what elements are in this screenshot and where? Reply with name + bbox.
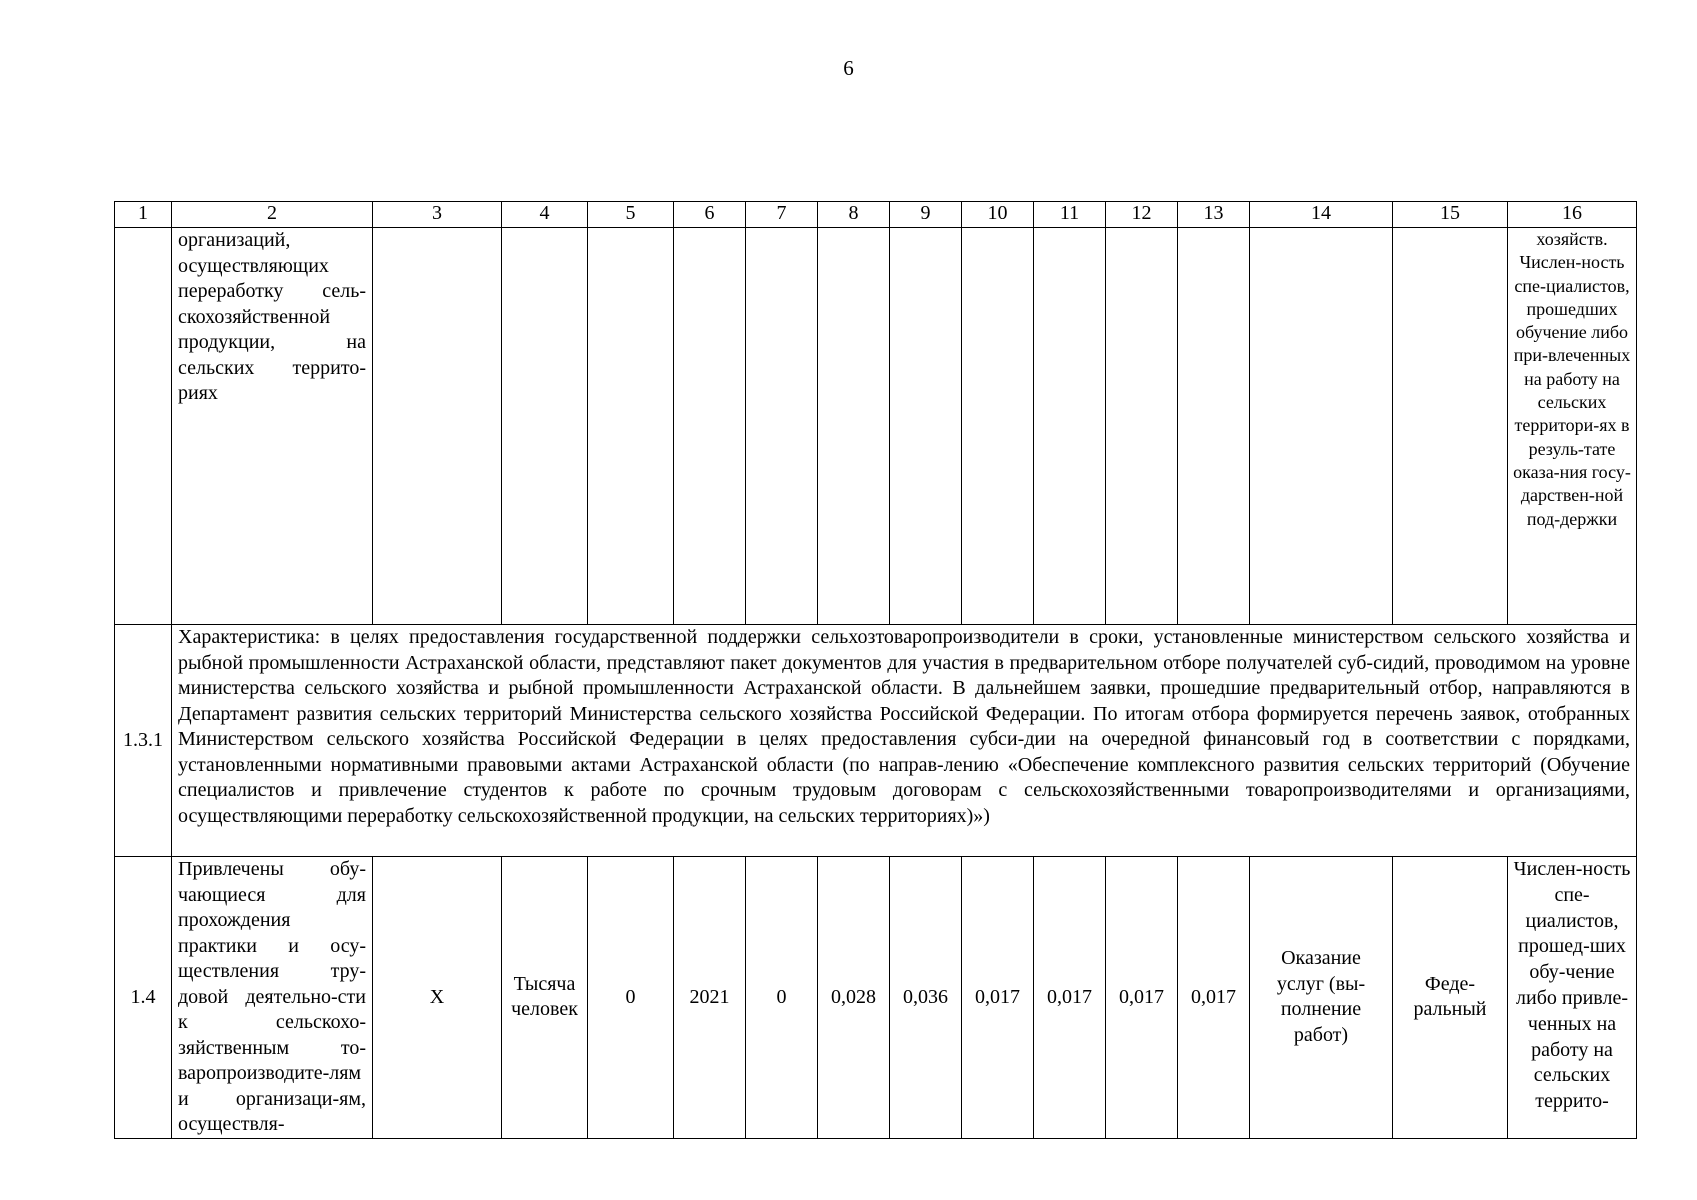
value-cell: 0,017: [1106, 857, 1178, 1139]
table-cell: [115, 228, 172, 625]
table-row: [115, 857, 1637, 1139]
column-number: 6: [674, 202, 746, 228]
column-number: 15: [1393, 202, 1508, 228]
table-cell: [502, 228, 588, 625]
table-cell: [962, 228, 1034, 625]
table-cell: [1393, 228, 1508, 625]
column-number: 9: [890, 202, 962, 228]
column-number: 2: [172, 202, 373, 228]
indicator-name-cell: Привлечены обу-чающиеся для прохождения практики и осу-ществления тру-довой деятельно-сти к сельскохо-зяйственным то-варопроизводите-лям и организаци-ям, осуществля-: [172, 857, 373, 1139]
table-cell: [1034, 228, 1106, 625]
column-number-row: [115, 202, 1637, 228]
table-cell: Х: [373, 857, 502, 1139]
column-number: 16: [1508, 202, 1637, 228]
row-number-cell: 1.3.1: [115, 625, 172, 857]
table-row: [115, 625, 1637, 857]
column-number: 8: [818, 202, 890, 228]
column-number: 5: [588, 202, 674, 228]
table-cell: [1250, 228, 1393, 625]
calculation-method-cell: Числен-ность спе-циалистов, прошед-ших обу-чение либо привле-ченных на работу на сельских террито-: [1508, 857, 1637, 1139]
unit-cell: Тысяча человек: [502, 857, 588, 1139]
table-cell: [674, 228, 746, 625]
indicators-table: [114, 201, 1637, 1139]
column-number: 10: [962, 202, 1034, 228]
year-cell: 2021: [674, 857, 746, 1139]
value-cell: 0,036: [890, 857, 962, 1139]
row-number-cell: 1.4: [115, 857, 172, 1139]
value-cell: 0,017: [962, 857, 1034, 1139]
value-cell: 0,028: [818, 857, 890, 1139]
table-row: [115, 228, 1637, 625]
type-cell: Оказание услуг (вы-полнение работ): [1250, 857, 1393, 1139]
table-cell: [588, 228, 674, 625]
table-cell: [1106, 228, 1178, 625]
column-number: 4: [502, 202, 588, 228]
page-number: 6: [843, 56, 854, 80]
value-cell: 0: [746, 857, 818, 1139]
column-number: 3: [373, 202, 502, 228]
indicator-name-cell: организаций, осуществляющих переработку сель-скохозяйственной продукции, на сельских террито-риях: [172, 228, 373, 625]
column-number: 1: [115, 202, 172, 228]
column-number: 11: [1034, 202, 1106, 228]
value-cell: 0: [588, 857, 674, 1139]
column-number: 13: [1178, 202, 1250, 228]
table-cell: [746, 228, 818, 625]
characteristic-text: Характеристика: в целях предоставления государственной поддержки сельхозтоваропроизводители в сроки, установленные министерством сельского хозяйства и рыбной промышленности Астраханской области, представляют пакет документов для участия в предварительном отборе получателей суб-сидий, проводимом на уровне министерства сельского хозяйства и рыбной промышленности Астраханской области. В дальнейшем заявки, прошедшие предварительный отбор, направляются в Департамент развития сельских территорий Министерства сельского хозяйства Российской Федерации. По итогам отбора формируется перечень заявок, отобранных Министерством сельского хозяйства Российской Федерации в целях предоставления субси-дии на очередной финансовый год в соответствии с порядками, установленными нормативными правовыми актами Астраханской области (по направ-лению «Обеспечение комплексного развития сельских территорий (Обучение специалистов и привлечение студентов к работе по срочным трудовым договорам с сельскохозяйственными товаропроизводителями и организациями, осуществляющими переработку сельскохозяйственной продукции, на сельских территориях)»): [172, 625, 1637, 857]
level-cell: Феде-ральный: [1393, 857, 1508, 1139]
table-cell: [373, 228, 502, 625]
column-number: 12: [1106, 202, 1178, 228]
value-cell: 0,017: [1034, 857, 1106, 1139]
table-cell: [890, 228, 962, 625]
value-cell: 0,017: [1178, 857, 1250, 1139]
calculation-method-cell: хозяйств. Числен-ность спе-циалистов, прошедших обучение либо при-влеченных на работу на сельских территори-ях в резуль-тате оказа-ния госу-дарствен-ной под-держки: [1508, 228, 1637, 625]
column-number: 7: [746, 202, 818, 228]
table-cell: [1178, 228, 1250, 625]
table-cell: [818, 228, 890, 625]
column-number: 14: [1250, 202, 1393, 228]
